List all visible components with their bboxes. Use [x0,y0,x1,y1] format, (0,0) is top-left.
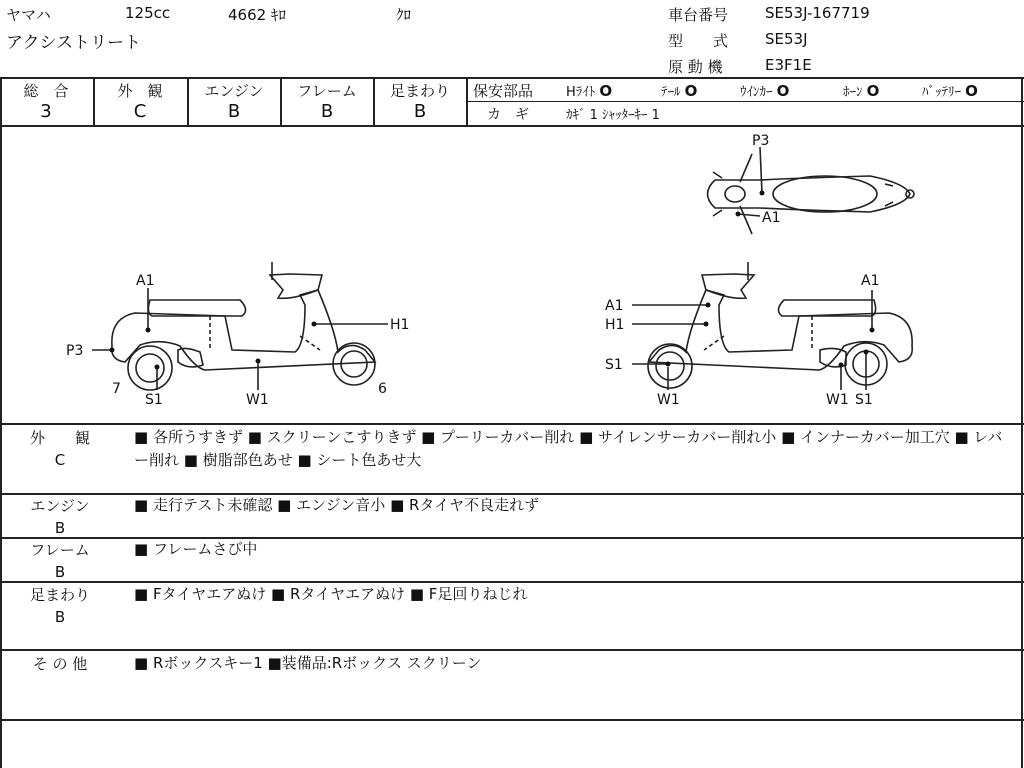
frame-number-label: 車台番号 [668,6,729,24]
exterior-remarks: ■ 各所うすきず ■ スクリーンこすりきず ■ プーリーカバー削れ ■ サイレンサーカバー削れ小 ■ インナーカバー加工穴 ■ レバー削れ ■ 樹脂部色あせ ■ シート色あせ大 [134,428,1003,469]
safety-taillight [661,81,697,100]
label-right-a1-front: A1 [605,298,624,314]
section-title: 外 観 [29,429,90,447]
suspension-section-label [10,584,110,628]
safety-headlight [566,81,612,100]
key-label: カ ギ [487,107,529,123]
safety-item-mark: O [684,82,698,100]
safety-item-mark: O [599,82,613,100]
key-value: ｶｷﾞ 1 ｼｬｯﾀｰｷｰ 1 [566,108,660,123]
label-left-h1: H1 [390,317,410,333]
label-right-a1: A1 [861,273,880,289]
frame-number-value: SE53J-167719 [765,4,870,22]
safety-battery [922,81,978,100]
section-title: 足まわり [29,586,90,604]
label-right-w1-rear: W1 [826,392,849,408]
section-grade: B [54,608,66,626]
divider [466,77,468,126]
engine-model-value: E3F1E [765,56,812,74]
other-remarks: ■ Rボックスキー1 ■装備品:Rボックス スクリーン [134,654,482,672]
section-title: エンジン [30,497,90,515]
maker: ヤマハ [6,6,51,24]
grade-exterior-label: 外 観 [117,82,163,100]
safety-item-name: ﾎｰﾝ [843,85,863,100]
label-right-w1: W1 [657,392,680,408]
divider [0,423,1024,425]
grade-exterior-value: C [133,101,147,122]
grade-frame-label: フレーム [297,82,357,100]
safety-item-mark: O [965,82,978,100]
label-top-a1: A1 [762,210,781,226]
divider [466,101,1024,102]
suspension-remarks: ■ Fタイヤエアぬけ ■ Rタイヤエアぬけ ■ F足回りねじれ [134,585,528,603]
label-left-7: 7 [112,381,121,397]
label-right-s1-rear: S1 [855,392,873,408]
engine-section-label [10,495,110,539]
grade-total-value: 3 [40,101,52,122]
section-title: そ の 他 [32,655,88,673]
label-right-h1: H1 [605,317,625,333]
label-left-6: 6 [378,381,387,397]
displacement: 125cc [125,4,171,22]
section-title: フレーム [30,541,90,559]
engine-remarks: ■ 走行テスト未確認 ■ エンジン音小 ■ Rタイヤ不良走れず [134,496,540,514]
damage-diagram [0,126,1024,424]
label-left-a1: A1 [136,273,155,289]
divider [0,719,1024,721]
divider [0,77,1024,79]
engine-model-label: 原 動 機 [668,58,723,76]
label-top-p3: P3 [752,133,770,149]
safety-horn [843,81,879,100]
color: ｸﾛ [396,6,412,24]
type-label: 型 式 [668,32,729,50]
safety-item-mark: O [866,82,880,100]
grade-frame-value: B [320,101,334,122]
label-right-s1: S1 [605,357,623,373]
section-grade: B [54,519,66,537]
safety-parts-label: 保安部品 [473,82,534,100]
grade-total-label: 総 合 [23,82,69,100]
model-name: アクシストリート [6,33,141,53]
section-grade: B [54,563,66,581]
safety-item-name: ﾃｰﾙ [661,85,681,100]
mileage: 4662 ｷﾛ [228,6,286,24]
safety-item-name: ﾊﾞｯﾃﾘｰ [922,85,961,100]
label-left-p3: P3 [66,343,84,359]
section-grade: C [54,451,66,469]
other-section-label [10,653,110,675]
exterior-section-label [10,427,110,471]
scooter-top-view [708,154,915,234]
grade-suspension-label: 足まわり [389,82,450,100]
safety-item-mark: O [776,82,790,100]
label-left-w1: W1 [246,392,269,408]
frame-section-label [10,539,110,583]
grade-engine-value: B [227,101,241,122]
grade-engine-label: エンジン [204,82,264,100]
label-left-s1: S1 [145,392,163,408]
divider [0,649,1024,651]
type-value: SE53J [765,30,808,48]
grade-suspension-value: B [413,101,427,122]
safety-item-name: Hﾗｲﾄ [566,85,596,100]
safety-item-name: ｳｲﾝｶｰ [740,85,773,100]
frame-remarks: ■ フレームさび中 [134,540,258,558]
safety-winker [740,81,789,100]
